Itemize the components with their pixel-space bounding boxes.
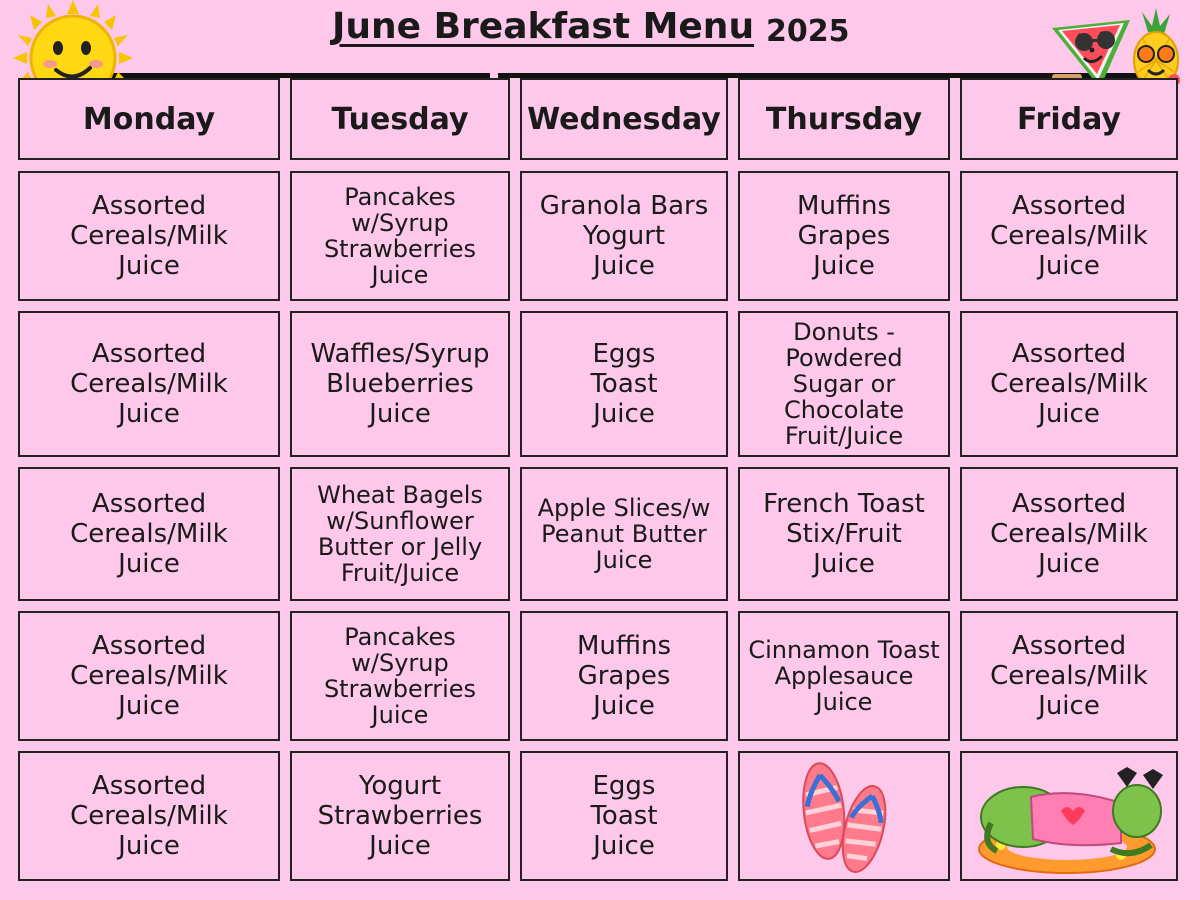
menu-items: Assorted Cereals/Milk Juice [70,771,228,861]
menu-cell [738,611,950,741]
day-label: Tuesday [331,101,469,137]
menu-items: Assorted Cereals/Milk Juice [70,339,228,429]
day-header-monday [18,78,280,160]
menu-items: Assorted Cereals/Milk Juice [990,339,1148,429]
day-label: Wednesday [527,101,721,137]
menu-items: Assorted Cereals/Milk Juice [990,489,1148,579]
menu-year: 2025 [766,14,850,49]
menu-cell [960,611,1178,741]
menu-cell [520,751,728,881]
menu-items: French Toast Stix/Fruit Juice [763,489,925,579]
day-label: Friday [1016,101,1121,137]
menu-cell [18,611,280,741]
menu-items: Eggs Toast Juice [590,771,658,861]
menu-cell [960,171,1178,301]
menu-items: Assorted Cereals/Milk Juice [70,191,228,281]
menu-items: Pancakes w/Syrup Strawberries Juice [323,183,477,289]
frog-icon [971,753,1167,879]
menu-items: Assorted Cereals/Milk Juice [990,631,1148,721]
menu-items: Pancakes w/Syrup Strawberries Juice [323,623,477,729]
menu-cell-flipflops [738,751,950,881]
menu-items: Assorted Cereals/Milk Juice [70,489,228,579]
menu-cell [290,171,510,301]
menu-items: Waffles/Syrup Blueberries Juice [310,339,490,429]
menu-cell [290,311,510,457]
flip-flops-icon [794,753,894,879]
menu-cell [960,467,1178,601]
menu-cell [738,311,950,457]
menu-items: Donuts - Powdered Sugar or Chocolate Fruit/Juice [783,318,905,450]
menu-cell-frog [960,751,1178,881]
menu-cell [738,171,950,301]
menu-cell [290,467,510,601]
menu-cell [520,171,728,301]
menu-cell [290,751,510,881]
menu-cell [18,311,280,457]
menu-cell [738,467,950,601]
menu-items: Muffins Grapes Juice [576,631,672,721]
menu-items: Yogurt Strawberries Juice [317,771,483,861]
menu-items: Cinnamon Toast Applesauce Juice [748,636,940,716]
menu-cell [960,311,1178,457]
day-header-wednesday [520,78,728,160]
menu-cell [18,751,280,881]
menu-cell [520,311,728,457]
menu-items: Assorted Cereals/Milk Juice [990,191,1148,281]
menu-items: Assorted Cereals/Milk Juice [70,631,228,721]
menu-cell [290,611,510,741]
day-header-thursday [738,78,950,160]
menu-items: Apple Slices/w Peanut Butter Juice [537,494,711,574]
menu-cell [18,467,280,601]
day-label: Thursday [765,101,923,137]
day-label: Monday [82,101,216,137]
menu-items: Eggs Toast Juice [590,339,658,429]
menu-items: Granola Bars Yogurt Juice [539,191,709,281]
day-header-friday [960,78,1178,160]
menu-cell [520,467,728,601]
menu-items: Wheat Bagels w/Sunflower Butter or Jelly Fruit/Juice [317,481,483,587]
menu-title: June Breakfast Menu [332,6,755,47]
menu-cell [18,171,280,301]
menu-cell [520,611,728,741]
day-header-tuesday [290,78,510,160]
menu-items: Muffins Grapes Juice [796,191,892,281]
